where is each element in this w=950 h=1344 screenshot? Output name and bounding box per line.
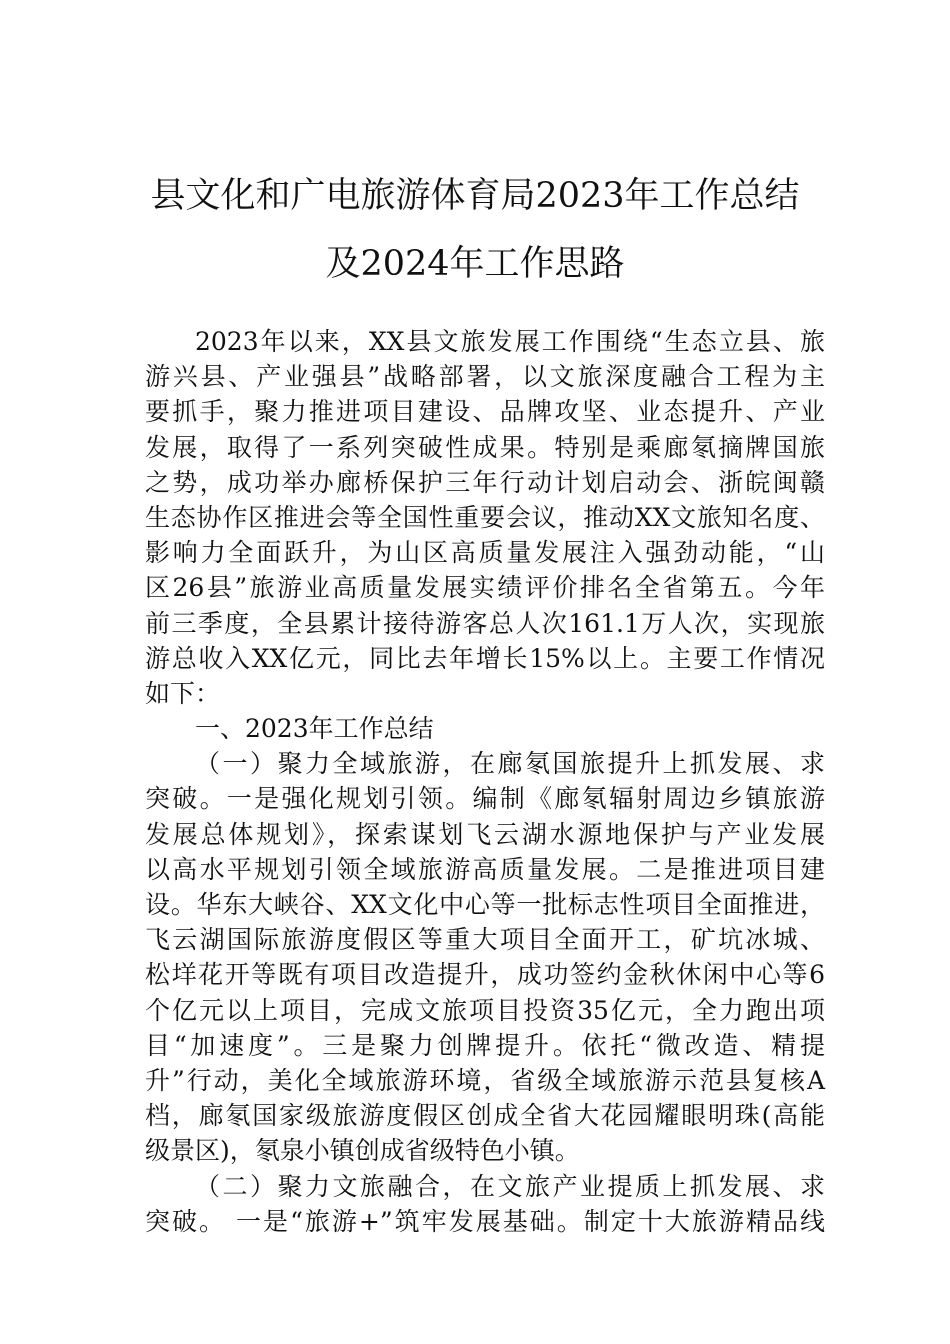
- body-line: 突破。一是强化规划引领。编制《廊氡辐射周边乡镇旅游: [145, 784, 825, 814]
- body-line: 突破。 一是“旅游+”筑牢发展基础。制定十大旅游精品线: [145, 1206, 825, 1236]
- body-line: 区26县”旅游业高质量发展实绩评价排名全省第五。今年: [145, 573, 825, 603]
- body-line: 前三季度，全县累计接待游客总人次161.1万人次，实现旅: [145, 608, 825, 638]
- body-line: 飞云湖国际旅游度假区等重大项目全面开工，矿坑冰城、: [145, 925, 825, 955]
- body-line: （二）聚力文旅融合，在文旅产业提质上抓发展、求: [195, 1171, 825, 1201]
- body-line: 发展，取得了一系列突破性成果。特别是乘廊氡摘牌国旅: [145, 432, 825, 462]
- body-line: 以高水平规划引领全域旅游高质量发展。二是推进项目建: [145, 854, 825, 884]
- document-body: [145, 324, 825, 1239]
- body-line: 影响力全面跃升，为山区高质量发展注入强劲动能，“山: [145, 538, 825, 568]
- body-line: 游兴县、产业强县”战略部署，以文旅深度融合工程为主: [145, 362, 825, 392]
- body-line: 2023年以来，XX县文旅发展工作围绕“生态立县、旅: [195, 327, 825, 356]
- body-line: 目“加速度”。三是聚力创牌提升。依托“微改造、精提: [145, 1030, 825, 1060]
- document-title-line-2: 及2024年工作思路: [325, 244, 625, 284]
- section-heading: 一、2023年工作总结: [195, 714, 434, 744]
- body-line: 级景区)，氡泉小镇创成省级特色小镇。: [145, 1136, 580, 1166]
- body-line: 松垟花开等既有项目改造提升，成功签约金秋休闲中心等6: [145, 960, 825, 990]
- body-line: 设。华东大峡谷、XX文化中心等一批标志性项目全面推进，: [145, 890, 825, 919]
- body-line: 要抓手，聚力推进项目建设、品牌攻坚、业态提升、产业: [145, 397, 825, 427]
- body-line: 发展总体规划》，探索谋划飞云湖水源地保护与产业发展: [145, 819, 825, 849]
- body-line: 生态协作区推进会等全国性重要会议，推动XX文旅知名度、: [145, 502, 825, 532]
- body-line: 升”行动，美化全域旅游环境，省级全域旅游示范县复核A: [145, 1065, 825, 1095]
- document-title-line-1: 县文化和广电旅游体育局2023年工作总结: [150, 176, 800, 216]
- body-line: 个亿元以上项目，完成文旅项目投资35亿元，全力跑出项: [145, 995, 825, 1025]
- body-line: 游总收入XX亿元，同比去年增长15%以上。主要工作情况: [145, 643, 825, 673]
- body-line: （一）聚力全域旅游，在廊氡国旅提升上抓发展、求: [195, 749, 825, 779]
- body-line: 如下：: [145, 678, 221, 708]
- body-line: 之势，成功举办廊桥保护三年行动计划启动会、浙皖闽赣: [145, 467, 825, 497]
- body-line: 档，廊氡国家级旅游度假区创成全省大花园耀眼明珠(高能: [145, 1101, 825, 1131]
